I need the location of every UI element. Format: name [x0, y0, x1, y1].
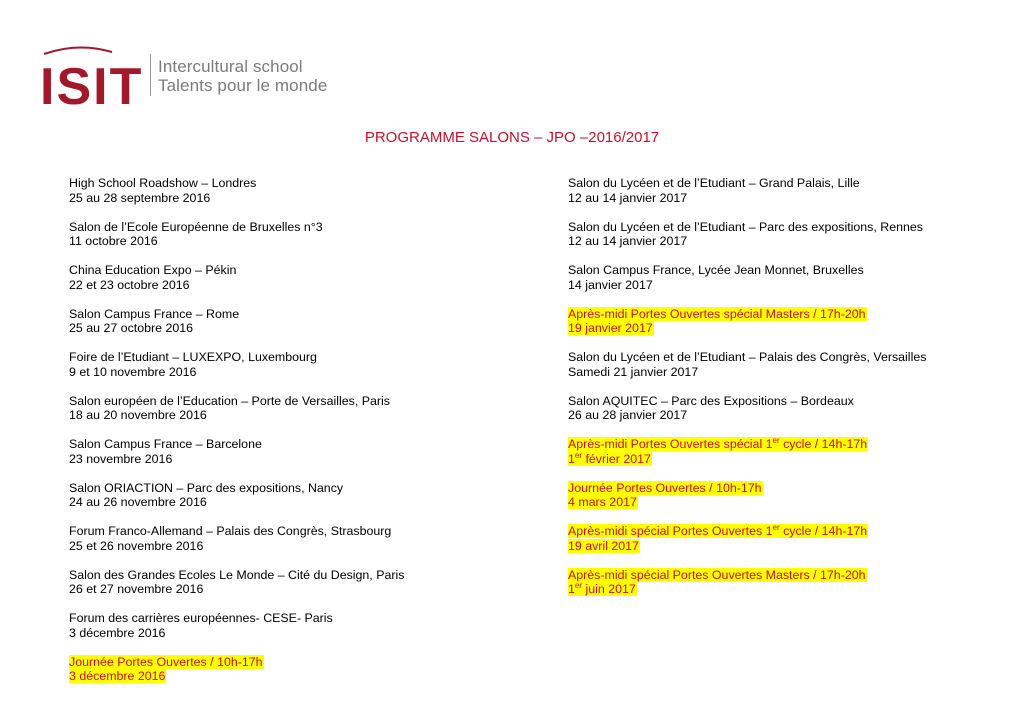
event-date: 18 au 20 novembre 2016 [69, 408, 207, 422]
event-entry [69, 655, 405, 699]
event-date: 24 au 26 novembre 2016 [69, 495, 207, 509]
event-name: High School Roadshow – Londres [69, 176, 257, 190]
logo-divider [150, 54, 151, 96]
event-name: Salon de l’Ecole Européenne de Bruxelles n°3 [69, 219, 323, 234]
event-date: 26 au 28 janvier 2017 [568, 408, 688, 422]
event-entry [69, 220, 405, 264]
event-name: Forum Franco-Allemand – Palais des Congrès, Strasbourg [69, 524, 392, 538]
event-name: Après-midi Portes Ouvertes spécial Masters / 17h-20h [568, 306, 866, 321]
left-event-list [69, 176, 405, 698]
event-entry [69, 350, 405, 394]
event-date: 22 et 23 octobre 2016 [69, 277, 190, 292]
event-entry [69, 611, 405, 655]
event-entry [69, 394, 405, 438]
event-name: Forum des carrières européennes- CESE- Paris [69, 611, 333, 625]
event-date: 25 au 27 octobre 2016 [69, 321, 194, 335]
event-date: 19 janvier 2017 [568, 321, 653, 335]
event-entry [568, 481, 927, 525]
event-name: Journée Portes Ouvertes / 10h-17h [568, 480, 762, 495]
event-name: Salon du Lycéen et de l’Etudiant – Grand Palais, Lille [568, 176, 860, 190]
event-entry [69, 481, 405, 525]
event-date: 12 au 14 janvier 2017 [568, 234, 688, 248]
event-entry [568, 176, 927, 220]
event-date: 12 au 14 janvier 2017 [568, 190, 688, 205]
event-date: 26 et 27 novembre 2016 [69, 582, 204, 596]
event-entry [568, 263, 927, 307]
event-date: 25 au 28 septembre 2016 [69, 190, 211, 205]
event-entry [69, 263, 405, 307]
event-entry [568, 307, 927, 351]
event-entry [69, 176, 405, 220]
logo-brand: ISIT [40, 58, 144, 108]
event-entry [568, 524, 927, 568]
event-name: Salon du Lycéen et de l’Etudiant – Parc des expositions, Rennes [568, 219, 923, 234]
event-entry [568, 437, 927, 481]
event-date: 1er février 2017 [568, 450, 651, 466]
event-date: 11 octobre 2016 [69, 234, 158, 248]
logo-line2: Talents pour le monde [158, 76, 328, 95]
event-date: 1er juin 2017 [568, 580, 636, 596]
event-date: 25 et 26 novembre 2016 [69, 538, 204, 553]
logo-line1: Intercultural school [158, 57, 303, 76]
event-date: 3 décembre 2016 [69, 625, 166, 640]
event-name: Foire de l’Etudiant – LUXEXPO, Luxembourg [69, 350, 317, 364]
event-entry [69, 307, 405, 351]
event-entry [69, 568, 405, 612]
event-date: 9 et 10 novembre 2016 [69, 364, 197, 379]
event-name: Salon Campus France – Barcelone [69, 437, 262, 451]
event-date: 3 décembre 2016 [69, 669, 166, 683]
event-name: Salon des Grandes Ecoles Le Monde – Cité du Design, Paris [69, 567, 405, 582]
event-date: 23 novembre 2016 [69, 451, 173, 466]
event-name: Après-midi spécial Portes Ouvertes Masters / 17h-20h [568, 567, 866, 582]
event-name: Après-midi Portes Ouvertes spécial 1er cycle / 14h-17h [568, 435, 868, 451]
event-name: Salon Campus France, Lycée Jean Monnet, Bruxelles [568, 263, 864, 277]
isit-logo-mark [38, 44, 148, 108]
event-date: 4 mars 2017 [568, 495, 637, 509]
event-entry [69, 524, 405, 568]
event-entry [69, 437, 405, 481]
event-date: 14 janvier 2017 [568, 277, 653, 292]
event-date: Samedi 21 janvier 2017 [568, 364, 699, 379]
right-event-list [568, 176, 927, 611]
event-name: Journée Portes Ouvertes / 10h-17h [69, 654, 263, 669]
event-name: Salon européen de l’Education – Porte de Versailles, Paris [69, 393, 390, 408]
event-entry [568, 350, 927, 394]
event-name: Après-midi spécial Portes Ouvertes 1er cycle / 14h-17h [568, 522, 868, 538]
event-entry [568, 220, 927, 264]
event-date: 19 avril 2017 [568, 538, 639, 553]
event-name: Salon du Lycéen et de l’Etudiant – Palais des Congrès, Versailles [568, 350, 927, 364]
event-name: Salon ORIACTION – Parc des expositions, Nancy [69, 480, 344, 495]
event-name: Salon AQUITEC – Parc des Expositions – Bordeaux [568, 393, 854, 408]
event-name: China Education Expo – Pékin [69, 263, 237, 277]
event-entry [568, 394, 927, 438]
page-title: PROGRAMME SALONS – JPO –2016/2017 [364, 129, 660, 146]
event-entry [568, 568, 927, 612]
event-name: Salon Campus France – Rome [69, 306, 240, 321]
logo-text [158, 57, 327, 95]
